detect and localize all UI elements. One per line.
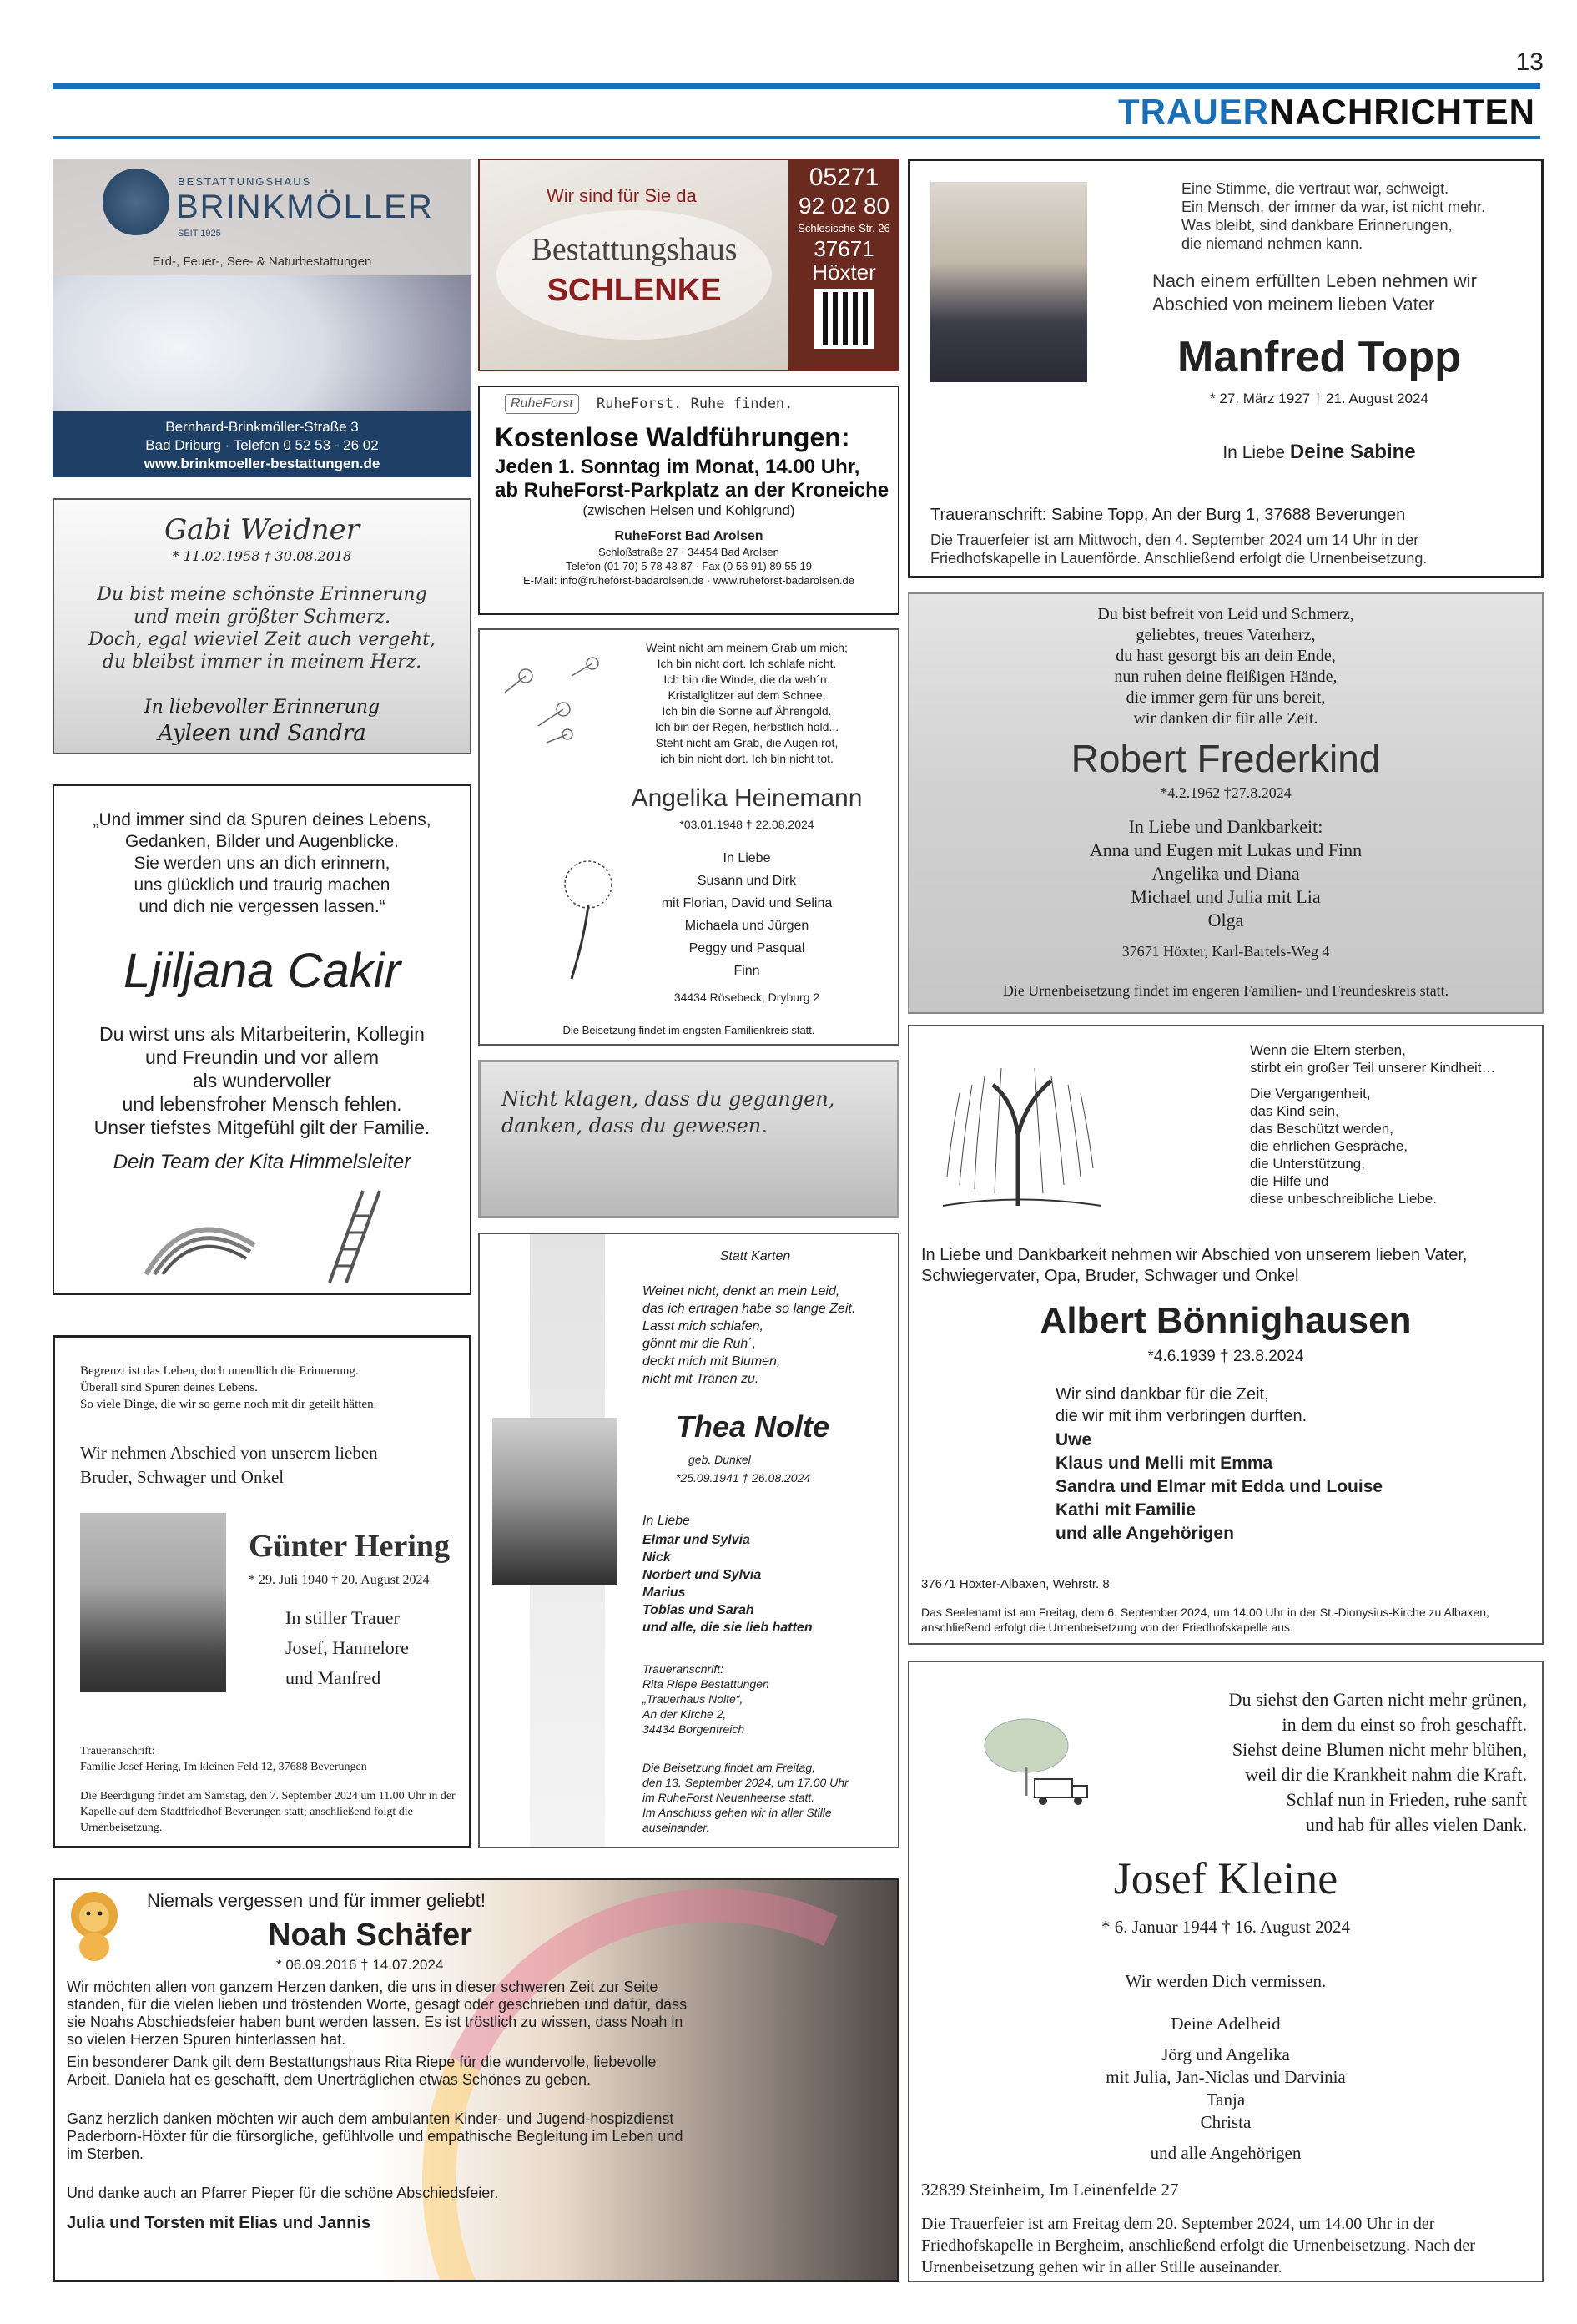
family-line: Marius	[642, 1585, 686, 1600]
schlenke-phone: 92 02 80	[799, 193, 889, 219]
tree-icon	[103, 169, 169, 235]
poem-line: Schlaf nun in Frieden, ruhe sanft	[1286, 1789, 1527, 1810]
kleine-service: Die Trauerfeier ist am Freitag dem 20. September 2024, um 14.00 Uhr in der Friedhofskapelle in Bergheim, anschließend erfolgt die Urnenbeisetzung. Nach der Urnenbeisetzung gehen wir in aller Stille auseinander.	[921, 2215, 1475, 2276]
family-line: Susann und Dirk	[697, 874, 797, 888]
kleine-dates: * 6. Januar 1944 † 16. August 2024	[1101, 1917, 1351, 1937]
frederkind-name: Robert Frederkind	[1071, 737, 1381, 780]
family-line: Tanja	[1206, 2090, 1246, 2110]
heinemann-name: Angelika Heinemann	[631, 784, 863, 812]
poem-line: Du bist meine schönste Erinnerung	[97, 584, 427, 605]
topp-love	[1111, 441, 1528, 464]
topp-love-name: Deine Sabine	[1289, 441, 1416, 463]
topp-service: Die Trauerfeier ist am Mittwoch, den 4. September 2024 um 14 Uhr in der Friedhofskapelle in Lauenförde. Anschließend erfolgt die Urnenbeisetzung.	[930, 532, 1428, 567]
ruheforst-line2: Jeden 1. Sonntag im Monat, 14.00 Uhr,	[495, 456, 860, 478]
poem-line: das Kind sein,	[1250, 1103, 1339, 1119]
hering-address-label: Traueranschrift:	[80, 1745, 155, 1757]
ruheforst-line3: ab RuheForst-Parkplatz an der Kroneiche	[495, 479, 889, 502]
section-title-part2: NACHRICHTEN	[1269, 92, 1535, 131]
family-line: Peggy und Pasqual	[688, 941, 805, 955]
weidner-name: Gabi Weidner	[164, 513, 360, 547]
frederkind-address: 37671 Höxter, Karl-Bartels-Weg 4	[1121, 943, 1330, 960]
address-line: „Trauerhaus Nolte“,	[642, 1692, 743, 1706]
qr-code-icon	[814, 289, 874, 349]
poem-line: Was bleibt, sind dankbare Erinnerungen,	[1181, 217, 1453, 234]
ruheforst-name: RuheForst Bad Arolsen	[614, 529, 763, 543]
schaefer-p1: Wir möchten allen von ganzem Herzen danken, die uns in dieser schweren Zeit zur Seite standen, für die vielen lieben und tröstenden Worte, gesagt oder geschrieben und dafür, dass sie Noahs Abschiedsfeier haben bunt werden lassen. Es ist tröstlich zu wissen, dass Noah in so vielen Herzen Spuren hinterlassen hat.	[67, 1979, 688, 2048]
section-title-part1: TRAUER	[1118, 92, 1269, 131]
section-title	[1118, 92, 1535, 132]
family-line: Elmar und Sylvia	[642, 1533, 750, 1547]
poem-line: und hab für alles vielen Dank.	[1305, 1814, 1527, 1835]
brinkmoeller-phone: Bad Driburg · Telefon 0 52 53 - 26 02	[145, 437, 379, 453]
brinkmoeller-web[interactable]: www.brinkmoeller-bestattungen.de	[144, 456, 380, 471]
family-line: Klaus und Melli mit Emma	[1056, 1454, 1273, 1473]
cakir-name: Ljiljana Cakir	[123, 944, 401, 998]
schlenke-area: 05271	[809, 164, 879, 191]
poem-line: stirbt ein großer Teil unserer Kindheit…	[1250, 1060, 1496, 1076]
obituary-cakir	[53, 784, 471, 1295]
ad-schlenke	[478, 159, 899, 371]
text-line: und lebensfroher Mensch fehlen.	[122, 1093, 402, 1115]
address-line: 34434 Borgentreich	[642, 1722, 745, 1736]
ruheforst-line4: (zwischen Helsen und Kohlgrund)	[582, 502, 795, 518]
obituary-nolte	[478, 1233, 899, 1848]
frederkind-dates: *4.2.1962 †27.8.2024	[1160, 784, 1292, 801]
schaefer-p4: Und danke auch an Pfarrer Pieper für die schöne Abschiedsfeier.	[67, 2185, 499, 2201]
ruheforst-headline: Kostenlose Waldführungen:	[495, 422, 850, 452]
poem-line: diese unbeschreibliche Liebe.	[1250, 1191, 1437, 1207]
poem-line: die niemand nehmen kann.	[1181, 235, 1363, 252]
weidner-poem	[54, 583, 470, 673]
address-line: Traueranschrift:	[642, 1662, 723, 1676]
poem-line: Eine Stimme, die vertraut war, schweigt.	[1181, 180, 1449, 197]
poem-line: die Unterstützung,	[1250, 1156, 1365, 1172]
obituary-frederkind	[908, 592, 1544, 1014]
family-line: und alle, die sie lieb hatten	[642, 1621, 813, 1635]
family-line: Jörg und Angelika	[1161, 2044, 1290, 2064]
boennighausen-text1: Wir sind dankbar für die Zeit,	[1056, 1385, 1269, 1404]
brinkmoeller-address: Bernhard-Brinkmöller-Straße 3	[165, 419, 359, 435]
dandelion-icon	[555, 855, 622, 981]
family-line: und Manfred	[285, 1667, 381, 1688]
topp-photo	[930, 182, 1087, 382]
heinemann-address: 34434 Rösebeck, Dryburg 2	[673, 991, 820, 1004]
boennighausen-service: Das Seelenamt ist am Freitag, dem 6. September 2024, um 14.00 Uhr in der St.-Dionysius-Kirche zu Albaxen, anschließend erfolgt die Urnenbeisetzung von der Friedhofskapelle aus.	[921, 1606, 1489, 1634]
heinemann-poem	[617, 640, 876, 767]
schaefer-top: Niemals vergessen und für immer geliebt!	[147, 1890, 486, 1911]
kleine-address: 32839 Steinheim, Im Leinenfelde 27	[921, 2180, 1179, 2200]
schaefer-signed: Julia und Torsten mit Elias und Jannis	[67, 2214, 371, 2232]
kleine-family	[909, 2013, 1542, 2165]
family-line: Anna und Eugen mit Lukas und Finn	[1089, 839, 1363, 860]
nolte-name: Thea Nolte	[676, 1409, 830, 1444]
poem-line: die Hilfe und	[1250, 1173, 1329, 1189]
weidner-dates: * 11.02.1958 † 30.08.2018	[172, 548, 352, 564]
nolte-address	[642, 1661, 769, 1737]
quote-line: uns glücklich und traurig machen	[134, 875, 390, 895]
brinkmoeller-pre: BESTATTUNGSHAUS	[178, 175, 312, 188]
garden-tree-truck-icon	[976, 1712, 1093, 1812]
schlenke-street: Schlesische Str. 26	[798, 222, 890, 234]
schlenke-contact	[788, 160, 899, 370]
kleine-name: Josef Kleine	[1113, 1853, 1338, 1903]
ruheforst-phone: Telefon (01 70) 5 78 43 87 · Fax (0 56 91) 89 55 19	[566, 560, 812, 572]
poem-line: weil dir die Krankheit nahm die Kraft.	[1245, 1764, 1527, 1785]
obituary-schaefer	[53, 1878, 899, 2282]
brinkmoeller-footer	[53, 411, 471, 477]
poem-line: Überall sind Spuren deines Lebens.	[80, 1381, 258, 1394]
poem-line: das ich ertragen habe so lange Zeit.	[642, 1302, 856, 1316]
schaefer-name: Noah Schäfer	[268, 1918, 472, 1953]
poem-line: die ehrlichen Gespräche,	[1250, 1138, 1408, 1154]
hering-poem	[80, 1363, 376, 1413]
heinemann-family	[617, 847, 876, 982]
quote-line: und dich nie vergessen lassen.“	[139, 897, 385, 916]
poem-line: Lasst mich schlafen,	[642, 1319, 763, 1333]
poem-line: Du bist befreit von Leid und Schmerz,	[1097, 605, 1354, 623]
obituary-boennighausen	[908, 1025, 1544, 1645]
klagen-line2: danken, dass du gewesen.	[501, 1114, 768, 1137]
ruheforst-slogan: RuheForst. Ruhe finden.	[597, 396, 794, 412]
poem-line: deckt mich mit Blumen,	[642, 1354, 781, 1369]
poem-line: du bleibst immer in meinem Herz.	[102, 652, 422, 673]
topp-name: Manfred Topp	[1177, 333, 1461, 381]
text-line: und Freundin und vor allem	[145, 1046, 379, 1068]
klagen-line1: Nicht klagen, dass du gegangen,	[501, 1087, 835, 1111]
family-line: und alle Angehörigen	[1150, 2143, 1302, 2163]
text-line: Unser tiefstes Mitgefühl gilt der Familie.	[93, 1117, 431, 1138]
heinemann-dates: *03.01.1948 † 22.08.2024	[679, 818, 814, 831]
topp-address: Traueranschrift: Sabine Topp, An der Burg 1, 37688 Beverungen	[930, 506, 1406, 524]
family-line: In Liebe	[723, 851, 771, 865]
address-line: An der Kirche 2,	[642, 1707, 727, 1721]
weidner-closing2: Ayleen und Sandra	[158, 721, 366, 746]
poem-line: ich bin nicht dort. Ich bin nicht tot.	[660, 752, 834, 765]
poem-line: Weinet nicht, denkt an mein Leid,	[642, 1284, 840, 1298]
nolte-header: Statt Karten	[719, 1249, 791, 1263]
cakir-quote	[54, 809, 470, 918]
poem-line: Du siehst den Garten nicht mehr grünen,	[1228, 1689, 1527, 1710]
dandelion-seeds-icon	[488, 651, 613, 751]
poem-line: Ich bin der Regen, herbstlich hold...	[654, 720, 839, 733]
hering-family	[285, 1603, 409, 1693]
family-line: Deine Adelheid	[1171, 2014, 1281, 2034]
cakir-text	[54, 1022, 470, 1139]
frederkind-family	[909, 815, 1542, 932]
nolte-love: In Liebe	[642, 1514, 690, 1528]
hering-intro: Wir nehmen Abschied von unserem lieben Bruder, Schwager und Onkel	[80, 1443, 378, 1487]
obituary-hering	[53, 1335, 471, 1848]
nolte-family	[642, 1531, 813, 1636]
poem-line: in dem du einst so froh geschafft.	[1282, 1714, 1527, 1735]
ruheforst-email[interactable]: E-Mail: info@ruheforst-badarolsen.de · www.ruheforst-badarolsen.de	[523, 574, 854, 587]
family-line: Olga	[1207, 910, 1244, 930]
quote-line: Sie werden uns an dich erinnern,	[134, 854, 390, 873]
nolte-poem	[642, 1283, 855, 1388]
boennighausen-address: 37671 Höxter-Albaxen, Wehrstr. 8	[921, 1577, 1110, 1591]
page-number: 13	[1515, 48, 1544, 76]
weeping-willow-icon	[926, 1051, 1110, 1210]
hering-dates: * 29. Juli 1940 † 20. August 2024	[249, 1573, 430, 1587]
poem-line: Siehst deine Blumen nicht mehr blühen,	[1232, 1739, 1527, 1760]
nolte-born: geb. Dunkel	[688, 1453, 751, 1466]
service-line: den 13. September 2024, um 17.00 Uhr	[642, 1776, 849, 1789]
kleine-poem	[1110, 1687, 1527, 1838]
boennighausen-poem	[1250, 1041, 1496, 1207]
ad-ruheforst	[478, 386, 899, 615]
hering-photo	[80, 1513, 226, 1692]
lion-icon	[65, 1888, 123, 1964]
obituary-heinemann	[478, 628, 899, 1046]
family-line: Uwe	[1056, 1430, 1092, 1449]
poem-line: Ich bin die Sonne auf Ährengold.	[662, 704, 832, 718]
family-line: Angelika und Diana	[1151, 863, 1300, 884]
weidner-closing1: In liebevoller Erinnerung	[144, 697, 380, 718]
poem-line: Ein Mensch, der immer da war, ist nicht mehr.	[1181, 199, 1486, 215]
text-line: als wundervoller	[192, 1070, 332, 1091]
text-line: Du wirst uns als Mitarbeiterin, Kollegin	[99, 1023, 425, 1045]
family-line: Finn	[733, 964, 760, 978]
schaefer-p2: Ein besonderer Dank gilt dem Bestattungshaus Rita Riepe für die wundervolle, liebevolle Arbeit. Daniela hat es geschafft, dem Unerträglichen etwas Schönes zu geben.	[67, 2054, 657, 2088]
family-line: Josef, Hannelore	[285, 1637, 409, 1658]
family-line: Nick	[642, 1550, 671, 1565]
poem-line: Doch, egal wieviel Zeit auch vergeht,	[88, 629, 436, 650]
service-line: auseinander.	[642, 1821, 710, 1834]
family-line: mit Florian, David und Selina	[661, 896, 833, 910]
topp-poem	[1181, 179, 1485, 253]
poem-line: nicht mit Tränen zu.	[642, 1372, 759, 1386]
service-line: im RuheForst Neuenheerse statt.	[642, 1791, 815, 1804]
poem-line: Ich bin die Winde, die da weh´n.	[663, 673, 830, 686]
poem-line: Steht nicht am Grab, die Augen rot,	[655, 736, 839, 749]
schaefer-dates: * 06.09.2016 † 14.07.2024	[276, 1957, 444, 1973]
schlenke-slogan: Wir sind für Sie da	[547, 185, 697, 206]
poem-line	[1250, 1076, 1496, 1085]
poem-line: geliebtes, treues Vaterherz,	[1136, 626, 1316, 644]
brinkmoeller-tagline: Erd-, Feuer-, See- & Naturbestattungen	[152, 255, 372, 269]
ladder-icon	[313, 1187, 388, 1287]
nolte-photo	[492, 1418, 617, 1585]
service-line: Im Anschluss gehen wir in aller Stille	[642, 1806, 832, 1819]
quote-line: Gedanken, Bilder und Augenblicke.	[124, 832, 400, 851]
schlenke-line1: Bestattungshaus	[531, 232, 738, 267]
poem-line: Die Vergangenheit,	[1250, 1086, 1371, 1102]
poem-line: gönnt mir die Ruh´,	[642, 1337, 757, 1351]
brinkmoeller-name: BRINKMÖLLER	[176, 189, 434, 225]
schlenke-line2: SCHLENKE	[547, 273, 722, 308]
nolte-service	[642, 1760, 849, 1835]
ruheforst-logo: RuheForst	[505, 394, 579, 414]
rainbow-icon	[138, 1212, 263, 1278]
cakir-from: Dein Team der Kita Himmelsleiter	[113, 1151, 411, 1173]
family-line: Michael und Julia mit Lia	[1131, 886, 1321, 907]
poem-line: wir danken dir für alle Zeit.	[1133, 709, 1318, 728]
schlenke-city: Höxter	[812, 260, 876, 285]
poem-line: und mein größter Schmerz.	[134, 607, 390, 628]
header-rule-top	[53, 83, 1540, 89]
ad-brinkmoeller	[53, 159, 471, 477]
topp-love-prefix: In Liebe	[1222, 443, 1286, 462]
frederkind-note: Die Urnenbeisetzung findet im engeren Familien- und Freundeskreis statt.	[1002, 982, 1449, 999]
boennighausen-family	[1056, 1429, 1383, 1545]
quote-line: „Und immer sind da Spuren deines Lebens,	[93, 810, 431, 829]
kleine-miss: Wir werden Dich vermissen.	[1125, 1971, 1327, 1991]
poem-line: Begrenzt ist das Leben, doch unendlich die Erinnerung.	[80, 1364, 359, 1378]
boennighausen-intro1: In Liebe und Dankbarkeit nehmen wir Abschied von unserem lieben Vater,	[921, 1246, 1468, 1264]
family-line: Sandra und Elmar mit Edda und Louise	[1056, 1477, 1383, 1496]
service-line: Die Beisetzung findet am Freitag,	[642, 1761, 815, 1774]
hering-service: Die Beerdigung findet am Samstag, den 7. September 2024 um 11.00 Uhr in der Kapelle auf dem Stadtfriedhof Beverungen statt; anschließend folgt die Urnenbeisetzung.	[80, 1790, 456, 1834]
boennighausen-intro2: Schwiegervater, Opa, Bruder, Schwager und Onkel	[921, 1267, 1299, 1285]
family-line: Norbert und Sylvia	[642, 1568, 762, 1582]
poem-line: nun ruhen deine fleißigen Hände,	[1114, 668, 1338, 686]
obituary-weidner	[53, 498, 471, 754]
header-rule-bottom	[53, 136, 1540, 139]
poem-line: die immer gern für uns bereit,	[1126, 688, 1326, 707]
nolte-dates: *25.09.1941 † 26.08.2024	[676, 1471, 811, 1485]
poem-line: du hast gesorgt bis an dein Ende,	[1116, 647, 1336, 665]
hering-name: Günter Hering	[249, 1529, 451, 1564]
poem-line: Kristallglitzer auf dem Schnee.	[668, 688, 826, 702]
heinemann-note: Die Beisetzung findet im engsten Familienkreis statt.	[562, 1024, 815, 1036]
family-line: In Liebe und Dankbarkeit:	[1128, 816, 1323, 837]
address-line: Rita Riepe Bestattungen	[642, 1677, 769, 1691]
obituary-topp	[908, 159, 1544, 578]
boennighausen-dates: *4.6.1939 † 23.8.2024	[1147, 1348, 1304, 1365]
ruheforst-address: Schloßstraße 27 · 34454 Bad Arolsen	[598, 546, 779, 558]
quote-klagen	[478, 1060, 899, 1218]
schlenke-zip: 37671	[814, 236, 874, 261]
family-line: und alle Angehörigen	[1056, 1524, 1234, 1543]
schaefer-p3: Ganz herzlich danken möchten wir auch dem ambulanten Kinder- und Jugend-hospizdienst Paderborn-Höxter für die fürsorgliche, gefühlvolle und empathische Begleitung im Leben und im Sterben.	[67, 2110, 683, 2162]
family-line: Michaela und Jürgen	[684, 919, 809, 933]
family-line: Christa	[1200, 2112, 1252, 2132]
topp-intro: Nach einem erfüllten Leben nehmen wir Abschied von meinem lieben Vater	[1152, 270, 1477, 315]
frederkind-poem	[909, 604, 1542, 729]
poem-line: das Beschützt werden,	[1250, 1121, 1393, 1137]
brinkmoeller-since: SEIT 1925	[178, 229, 221, 239]
hering-address: Familie Josef Hering, Im kleinen Feld 12, 37688 Beverungen	[80, 1761, 367, 1773]
poem-line: So viele Dinge, die wir so gerne noch mit dir geteilt hätten.	[80, 1398, 377, 1411]
poem-line: Ich bin nicht dort. Ich schlafe nicht.	[657, 657, 837, 670]
topp-dates: * 27. März 1927 † 21. August 2024	[1210, 391, 1428, 406]
obituary-kleine	[908, 1661, 1544, 2282]
poem-line: Weint nicht am meinem Grab um mich;	[646, 641, 848, 654]
family-line: Tobias und Sarah	[642, 1603, 754, 1617]
boennighausen-name: Albert Bönnighausen	[1040, 1300, 1412, 1341]
family-line: mit Julia, Jan-Niclas und Darvinia	[1106, 2067, 1346, 2087]
family-line: In stiller Trauer	[285, 1607, 400, 1628]
family-line: Kathi mit Familie	[1056, 1500, 1197, 1520]
boennighausen-text2: die wir mit ihm verbringen durften.	[1056, 1407, 1307, 1425]
poem-line: Wenn die Eltern sterben,	[1250, 1042, 1406, 1058]
